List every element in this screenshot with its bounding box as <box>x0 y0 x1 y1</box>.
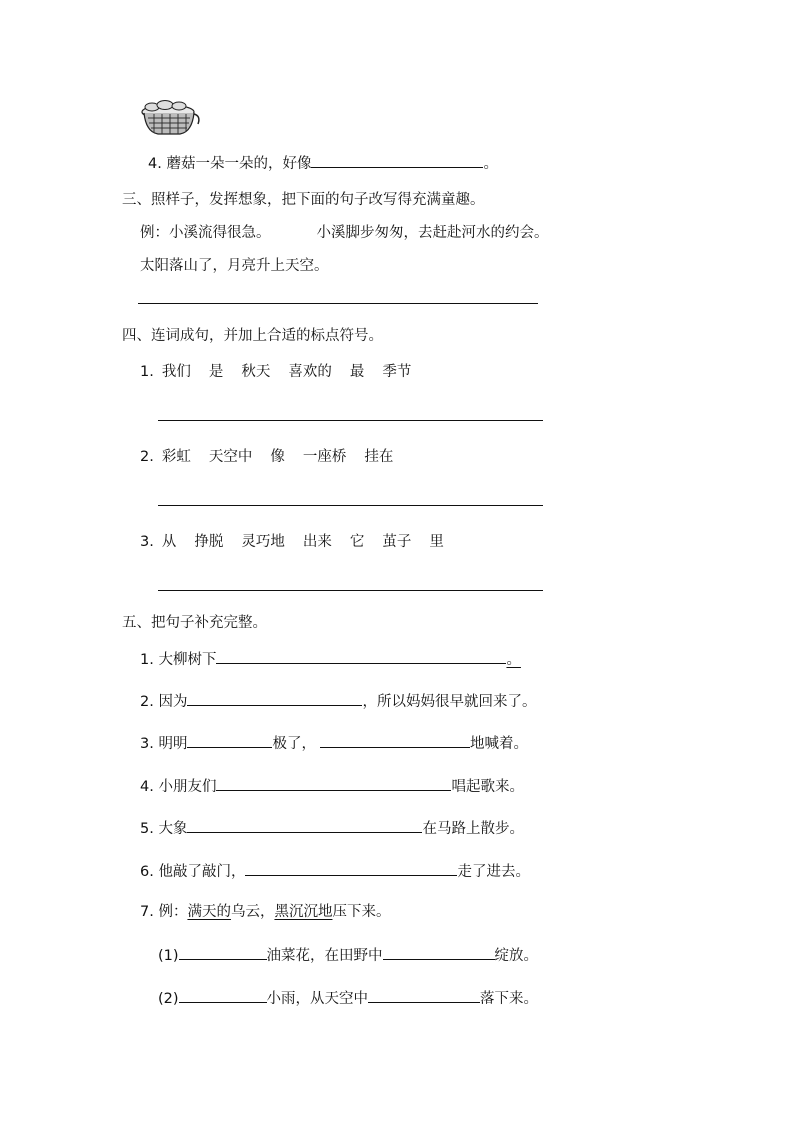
s5-blank-3b[interactable] <box>320 732 470 748</box>
s4-item-2: 2. 彩虹 天空中 像 一座桥 挂在 <box>140 449 394 465</box>
section-4-heading: 四、连词成句，并加上合适的标点符号。 <box>122 328 383 344</box>
s3-example-rewritten: 小溪脚步匆匆，去赶赴河水的约会。 <box>316 225 549 241</box>
word: 最 <box>349 364 365 380</box>
s5-blank-7-1b[interactable] <box>383 944 495 960</box>
s3-prompt: 太阳落山了，月亮升上天空。 <box>140 258 329 274</box>
word: 茧子 <box>382 534 412 550</box>
word: 里 <box>429 534 444 550</box>
s5-item-6: 6. 他敲了敲门， 走了进去。 <box>140 860 530 882</box>
example-underlined-2: 黑沉沉地 <box>274 904 333 920</box>
word: 秋天 <box>241 364 271 380</box>
s4-answer-line-3[interactable] <box>158 590 543 591</box>
word: 挂在 <box>364 449 394 465</box>
s5-blank-5[interactable] <box>187 817 422 833</box>
s5-item-7-example: 7. 例：满天的乌云，黑沉沉地压下来。 <box>140 904 391 920</box>
s5-blank-1[interactable] <box>216 648 506 664</box>
word: 出来 <box>302 534 332 550</box>
section-5-heading: 五、把句子补充完整。 <box>122 615 267 631</box>
s5-blank-7-2b[interactable] <box>368 987 480 1003</box>
s5-item-7-1: (1) 油菜花，在田野中 绽放。 <box>158 944 538 966</box>
s4-answer-line-1[interactable] <box>158 420 543 421</box>
s4-answer-line-2[interactable] <box>158 505 543 506</box>
s3-example-original: 小溪流得很急。 <box>169 225 271 241</box>
q4-end: 。 <box>483 156 498 172</box>
word: 灵巧地 <box>241 534 285 550</box>
word: 我们 <box>161 364 191 380</box>
s5-item-1: 1. 大柳树下 。 <box>140 648 521 670</box>
word: 挣脱 <box>194 534 224 550</box>
word: 它 <box>349 534 365 550</box>
s5-item-4: 4. 小朋友们 唱起歌来。 <box>140 775 524 797</box>
s5-item-7-2: (2) 小雨，从天空中 落下来。 <box>158 987 538 1009</box>
s5-item-5: 5. 大象 在马路上散步。 <box>140 817 524 839</box>
word: 从 <box>161 534 177 550</box>
word: 是 <box>208 364 224 380</box>
q4-text: 4. 蘑菇一朵一朵的，好像 <box>148 156 312 172</box>
s5-blank-7-2a[interactable] <box>179 987 267 1003</box>
q4-blank[interactable] <box>311 152 483 168</box>
s3-example: 例：小溪流得很急。 小溪脚步匆匆，去赶赴河水的约会。 <box>140 225 549 241</box>
word: 季节 <box>382 364 412 380</box>
word: 一座桥 <box>302 449 347 465</box>
s5-blank-7-1a[interactable] <box>179 944 267 960</box>
s4-item-3: 3. 从 挣脱 灵巧地 出来 它 茧子 里 <box>140 534 444 550</box>
s5-blank-4[interactable] <box>216 775 451 791</box>
s4-item-1: 1. 我们 是 秋天 喜欢的 最 季节 <box>140 364 412 380</box>
word: 彩虹 <box>161 449 191 465</box>
s3-answer-line[interactable] <box>138 303 538 304</box>
word: 喜欢的 <box>288 364 332 380</box>
s5-item-3: 3. 明明 极了， 地喊着。 <box>140 732 528 754</box>
word: 天空中 <box>208 449 253 465</box>
example-underlined-1: 满天的 <box>187 904 231 920</box>
q4-line <box>148 152 498 174</box>
s5-blank-2[interactable] <box>187 690 362 706</box>
s5-item-2: 2. 因为 ，所以妈妈很早就回来了。 <box>140 690 536 712</box>
mushroom-basket-icon <box>138 94 202 138</box>
word: 像 <box>270 449 285 465</box>
s5-blank-3a[interactable] <box>187 732 272 748</box>
s5-blank-6[interactable] <box>245 860 457 876</box>
section-3-heading: 三、照样子，发挥想象，把下面的句子改写得充满童趣。 <box>122 192 485 208</box>
